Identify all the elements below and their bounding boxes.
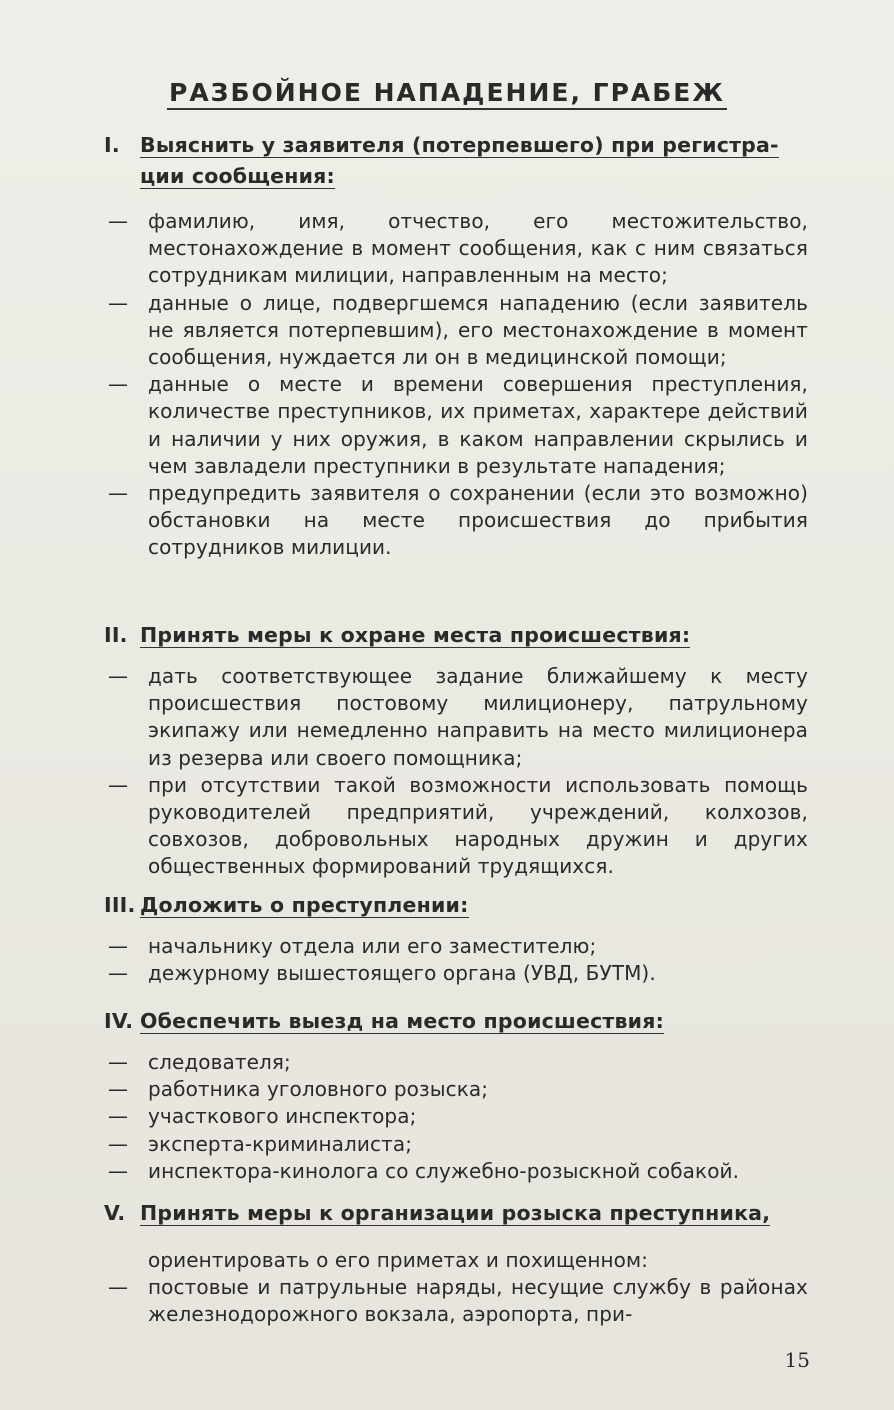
section-heading-text: Обеспечить выезд на место происшествия: <box>140 1009 664 1033</box>
list-item: — эксперта-криминалиста; <box>108 1131 413 1156</box>
page-title <box>0 78 894 107</box>
section-3 <box>104 890 808 987</box>
section-heading-text: Доложить о преступлении: <box>140 893 469 917</box>
section-number: I. <box>104 133 120 157</box>
list-item: — данные о лице, подвергшемся нападению (если заявитель не является потерпевшим), его местонахождение в момент сообщения, нуждается ли он в медицинской помощи; <box>108 290 808 370</box>
section-list <box>104 933 808 987</box>
list-item: — данные о месте и времени совершения преступления, количестве преступников, их приметах, характере действий и наличии у них оружия, в каком направлении скрылись и чем завладели преступники в результате нападения; <box>108 372 808 478</box>
list-item: — предупредить заявителя о сохранении (если это возможно) обстановки на месте происшествия до прибытия сотрудников милиции. <box>108 481 808 560</box>
section-1 <box>104 130 808 562</box>
section-list <box>104 1049 808 1185</box>
list-item: — дать соответствующее задание ближайшему к месту происшествия постовому милиционеру, патрульному экипажу или немедленно направить на место милиционера из резерва или своего помощника; <box>108 664 808 770</box>
section-heading-text: Выяснить у заявителя (потерпевшего) при регистра- <box>140 133 779 157</box>
list-intro: ориентировать о его приметах и похищенном: <box>148 1248 649 1272</box>
page-number: 15 <box>784 1348 810 1372</box>
section-heading-continuation: ции сообщения: <box>140 164 335 188</box>
section-number: IV. <box>104 1009 134 1033</box>
page-title-text: РАЗБОЙНОЕ НАПАДЕНИЕ, ГРАБЕЖ <box>167 78 727 110</box>
section-number: V. <box>104 1201 126 1225</box>
section-list <box>104 663 808 881</box>
section-heading <box>104 620 808 651</box>
list-item: — работника уголовного розыска; <box>108 1077 489 1102</box>
section-heading <box>104 1198 808 1229</box>
section-heading-text: Принять меры к охране места происшествия: <box>140 623 691 647</box>
section-heading <box>104 890 808 921</box>
list-item: — инспектора-кинолога со служебно-розыскной собакой. <box>108 1158 740 1183</box>
section-heading-text: Принять меры к организации розыска преступника, <box>140 1201 771 1225</box>
list-item: — при отсутствии такой возможности использовать помощь руководителей предприятий, учреждений, колхозов, совхозов, добровольных народных дружин и других общественных формирований трудящихся. <box>108 772 808 879</box>
section-heading <box>104 130 808 192</box>
section-5 <box>104 1198 808 1329</box>
list-item: — дежурному вышестоящего органа (УВД, БУТМ). <box>108 961 656 986</box>
section-list <box>104 1247 808 1329</box>
section-4 <box>104 1006 808 1185</box>
section-number: II. <box>104 623 128 647</box>
section-number: III. <box>104 893 136 917</box>
section-list <box>104 208 808 562</box>
list-item: — постовые и патрульные наряды, несущие службу в районах железнодорожного вокзала, аэропорта, при- <box>108 1275 808 1327</box>
list-item: — начальнику отдела или его заместителю; <box>108 934 597 958</box>
section-heading <box>104 1006 808 1037</box>
list-item: — фамилию, имя, отчество, его местожительство, местонахождение в момент сообщения, как с ним связаться сотрудникам милиции, направленным на место; <box>108 209 808 288</box>
list-item: — следователя; <box>108 1050 291 1074</box>
list-item: — участкового инспектора; <box>108 1104 417 1129</box>
section-2 <box>104 620 808 881</box>
